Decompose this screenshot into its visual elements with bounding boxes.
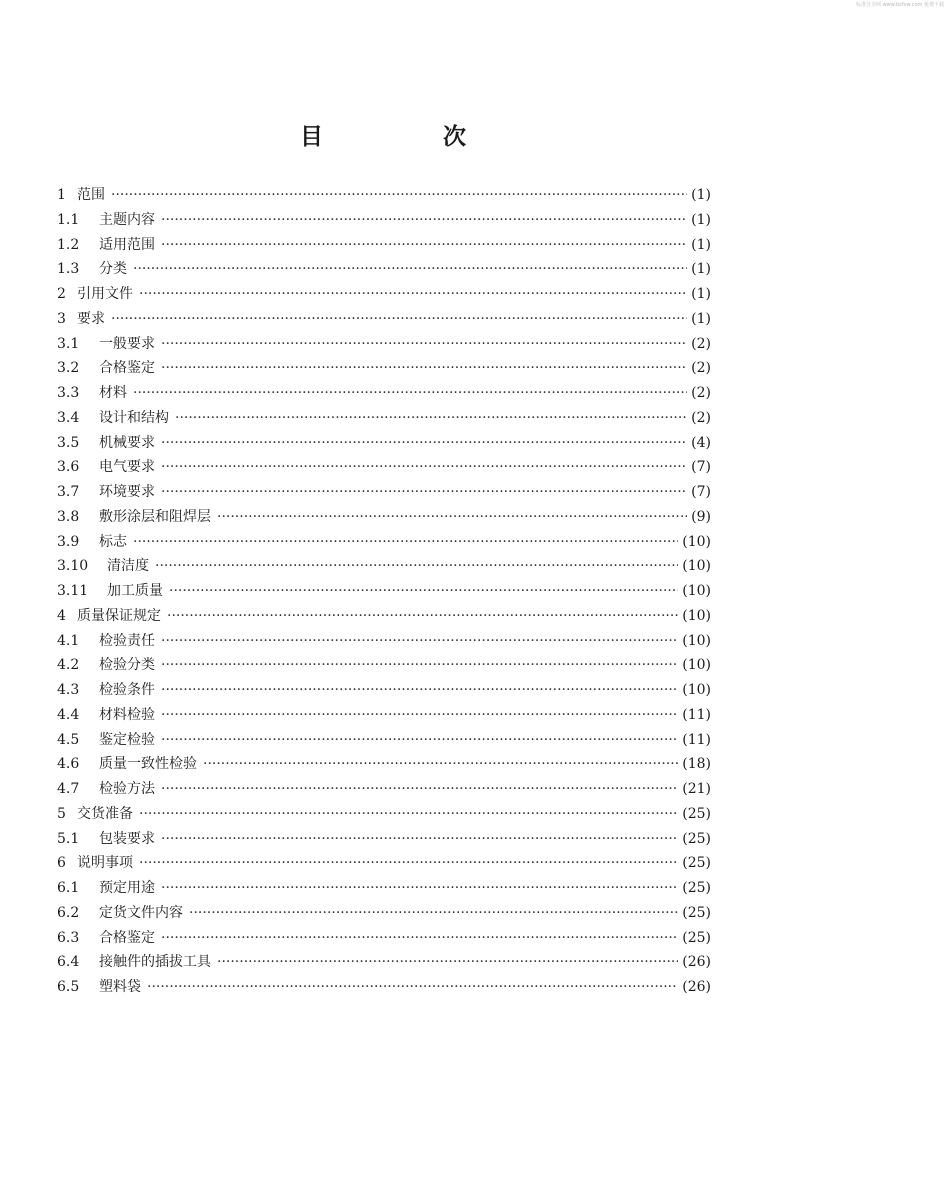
toc-entry[interactable] — [57, 505, 711, 530]
toc-leader-dots — [161, 876, 678, 901]
toc-leader-dots — [167, 604, 678, 629]
toc-entry-page: (1) — [691, 236, 711, 253]
toc-entry-title: 交货准备 — [77, 805, 133, 822]
toc-entry-page: (2) — [691, 385, 711, 401]
toc-leader-dots — [133, 530, 678, 555]
toc-entry-page: (10) — [682, 583, 711, 599]
toc-entry[interactable] — [57, 827, 711, 852]
toc-leader-dots — [161, 777, 678, 802]
watermark-text: 标准分享网 www.bzfxw.com 免费下载 — [856, 2, 944, 8]
toc-entry-title: 检验责任 — [99, 632, 155, 649]
toc-entry-number: 1.3 — [57, 261, 80, 278]
toc-entry-page: (1) — [691, 187, 711, 203]
toc-entry[interactable] — [57, 876, 711, 901]
toc-entry-page: (2) — [691, 360, 711, 377]
toc-entry-number: 3.4 — [57, 409, 80, 426]
toc-entry[interactable] — [57, 678, 711, 703]
toc-entry-title: 电气要求 — [99, 459, 155, 476]
toc-entry-page: (11) — [682, 706, 711, 723]
toc-leader-dots — [161, 455, 687, 480]
toc-entry-page: (2) — [691, 409, 711, 426]
toc-entry-page: (10) — [682, 533, 711, 550]
toc-leader-dots — [161, 728, 678, 753]
toc-entry-title: 说明事项 — [77, 855, 133, 872]
toc-leader-dots — [175, 406, 687, 431]
toc-entry-number: 3.8 — [57, 508, 80, 525]
toc-entry[interactable] — [57, 851, 711, 876]
toc-entry-page: (11) — [682, 731, 711, 748]
toc-entry-number: 3.2 — [57, 360, 80, 377]
toc-entry-page: (4) — [691, 434, 711, 451]
toc-entry-title: 合格鉴定 — [99, 360, 155, 377]
toc-entry-title: 适用范围 — [99, 236, 155, 253]
toc-entry-page: (10) — [682, 682, 711, 698]
toc-entry-number: 6.3 — [57, 929, 80, 946]
toc-entry-number: 3 — [57, 310, 66, 327]
toc-entry-number: 6.5 — [57, 979, 80, 995]
toc-entry-page: (1) — [691, 211, 711, 228]
toc-entry[interactable] — [57, 183, 711, 208]
toc-entry-number: 3.10 — [57, 558, 89, 575]
toc-entry-number: 5 — [57, 805, 66, 822]
toc-entry-number: 4 — [57, 607, 66, 624]
toc-entry-title: 材料检验 — [99, 706, 155, 723]
toc-entry[interactable] — [57, 257, 711, 282]
toc-entry-title: 清洁度 — [107, 558, 149, 575]
toc-entry[interactable] — [57, 455, 711, 480]
toc-entry-number: 6 — [57, 855, 66, 872]
toc-entry[interactable] — [57, 431, 711, 456]
toc-leader-dots — [161, 208, 687, 233]
toc-leader-dots — [189, 901, 678, 926]
toc-entry[interactable] — [57, 604, 711, 629]
toc-leader-dots — [161, 431, 687, 456]
toc-leader-dots — [139, 282, 687, 307]
toc-entry[interactable] — [57, 752, 711, 777]
toc-entry-page: (25) — [682, 929, 711, 946]
toc-entry-page: (26) — [682, 979, 711, 995]
toc-leader-dots — [147, 975, 678, 1000]
toc-entry[interactable] — [57, 307, 711, 332]
toc-leader-dots — [161, 480, 687, 505]
toc-entry-number: 3.6 — [57, 459, 80, 476]
toc-entry[interactable] — [57, 233, 711, 258]
toc-entry-title: 标志 — [99, 533, 127, 550]
toc-entry-title: 预定用途 — [99, 880, 155, 896]
toc-entry[interactable] — [57, 579, 711, 604]
toc-leader-dots — [161, 356, 687, 381]
toc-entry-number: 4.3 — [57, 682, 80, 698]
toc-leader-dots — [161, 629, 678, 654]
toc-entry-title: 设计和结构 — [99, 409, 169, 426]
toc-leader-dots — [217, 505, 687, 530]
toc-entry-title: 检验条件 — [99, 682, 155, 698]
toc-entry[interactable] — [57, 406, 711, 431]
toc-entry-page: (25) — [682, 880, 711, 896]
toc-entry-page: (25) — [682, 830, 711, 847]
toc-entry-title: 塑料袋 — [99, 979, 141, 995]
toc-entry[interactable] — [57, 728, 711, 753]
toc-leader-dots — [161, 678, 678, 703]
toc-entry[interactable] — [57, 480, 711, 505]
toc-entry-number: 3.7 — [57, 484, 80, 500]
toc-entry[interactable] — [57, 356, 711, 381]
toc-entry-page: (10) — [682, 632, 711, 649]
toc-entry-title: 定货文件内容 — [99, 904, 183, 921]
toc-entry-title: 范围 — [77, 187, 105, 203]
toc-entry-title: 合格鉴定 — [99, 929, 155, 946]
toc-entry-number: 3.11 — [57, 583, 89, 599]
toc-entry-page: (2) — [691, 335, 711, 352]
toc-entry-page: (25) — [682, 805, 711, 822]
toc-entry-page: (10) — [682, 558, 711, 575]
toc-entry[interactable] — [57, 703, 711, 728]
toc-entry-page: (10) — [682, 657, 711, 674]
title-char-1: 目 — [300, 123, 323, 150]
toc-entry-page: (18) — [682, 756, 711, 773]
toc-leader-dots — [161, 332, 687, 357]
toc-entry-number: 6.4 — [57, 954, 80, 971]
toc-entry-title: 机械要求 — [99, 434, 155, 451]
toc-leader-dots — [161, 827, 678, 852]
toc-entry[interactable] — [57, 975, 711, 1000]
toc-entry[interactable] — [57, 926, 711, 951]
toc-entry-number: 3.9 — [57, 533, 80, 550]
toc-entry-title: 加工质量 — [107, 583, 163, 599]
toc-entry-number: 3.5 — [57, 434, 80, 451]
toc-entry-page: (26) — [682, 954, 711, 971]
toc-entry-number: 4.1 — [57, 632, 80, 649]
toc-entry-title: 质量一致性检验 — [99, 756, 197, 773]
toc-entry-page: (7) — [691, 459, 711, 476]
toc-leader-dots — [161, 926, 678, 951]
toc-entry-title: 检验分类 — [99, 657, 155, 674]
table-of-contents — [57, 183, 711, 1000]
toc-entry-number: 4.6 — [57, 756, 80, 773]
toc-entry[interactable] — [57, 530, 711, 555]
toc-entry-page: (10) — [682, 607, 711, 624]
toc-entry[interactable] — [57, 629, 711, 654]
toc-entry[interactable] — [57, 381, 711, 406]
toc-leader-dots — [111, 183, 687, 208]
toc-entry[interactable] — [57, 777, 711, 802]
toc-entry[interactable] — [57, 208, 711, 233]
toc-entry-title: 材料 — [99, 385, 127, 401]
toc-entry-number: 6.1 — [57, 880, 80, 896]
toc-entry-number: 4.4 — [57, 706, 80, 723]
toc-entry-title: 质量保证规定 — [77, 607, 161, 624]
toc-leader-dots — [155, 554, 678, 579]
toc-leader-dots — [161, 703, 678, 728]
toc-entry-title: 要求 — [77, 310, 105, 327]
toc-entry-page: (7) — [691, 484, 711, 500]
toc-entry[interactable] — [57, 554, 711, 579]
toc-entry[interactable] — [57, 802, 711, 827]
toc-entry-title: 主题内容 — [99, 211, 155, 228]
toc-entry-title: 检验方法 — [99, 781, 155, 797]
toc-entry-page: (21) — [682, 781, 711, 797]
toc-entry-title: 接触件的插拔工具 — [99, 954, 211, 971]
toc-leader-dots — [217, 950, 678, 975]
toc-entry-number: 2 — [57, 286, 66, 302]
toc-entry-title: 引用文件 — [77, 286, 133, 302]
toc-entry-title: 一般要求 — [99, 335, 155, 352]
toc-leader-dots — [133, 381, 687, 406]
toc-entry-page: (25) — [682, 855, 711, 872]
toc-entry-number: 1.1 — [57, 211, 80, 228]
toc-entry[interactable] — [57, 901, 711, 926]
toc-entry[interactable] — [57, 950, 711, 975]
toc-entry-number: 4.5 — [57, 731, 80, 748]
toc-entry-number: 3.3 — [57, 385, 80, 401]
toc-leader-dots — [139, 851, 678, 876]
toc-entry-title: 环境要求 — [99, 484, 155, 500]
toc-entry[interactable] — [57, 653, 711, 678]
toc-entry-title: 分类 — [99, 261, 127, 278]
toc-leader-dots — [169, 579, 678, 604]
toc-entry-page: (9) — [691, 508, 711, 525]
toc-entry-title: 敷形涂层和阻焊层 — [99, 508, 211, 525]
toc-entry-number: 1 — [57, 187, 66, 203]
toc-entry-number: 1.2 — [57, 236, 80, 253]
toc-entry-page: (1) — [691, 310, 711, 327]
toc-entry-page: (25) — [682, 904, 711, 921]
title-char-2: 次 — [443, 123, 466, 150]
toc-entry[interactable] — [57, 282, 711, 307]
toc-entry-number: 4.2 — [57, 657, 80, 674]
toc-entry-page: (1) — [691, 286, 711, 302]
toc-leader-dots — [161, 233, 687, 258]
toc-leader-dots — [139, 802, 678, 827]
toc-entry-page: (1) — [691, 261, 711, 278]
toc-entry-number: 6.2 — [57, 904, 80, 921]
toc-leader-dots — [203, 752, 678, 777]
toc-entry-number: 4.7 — [57, 781, 80, 797]
toc-entry[interactable] — [57, 332, 711, 357]
toc-leader-dots — [111, 307, 687, 332]
toc-entry-title: 包装要求 — [99, 830, 155, 847]
toc-entry-number: 3.1 — [57, 335, 80, 352]
toc-leader-dots — [133, 257, 687, 282]
toc-entry-title: 鉴定检验 — [99, 731, 155, 748]
toc-entry-number: 5.1 — [57, 830, 80, 847]
toc-leader-dots — [161, 653, 678, 678]
